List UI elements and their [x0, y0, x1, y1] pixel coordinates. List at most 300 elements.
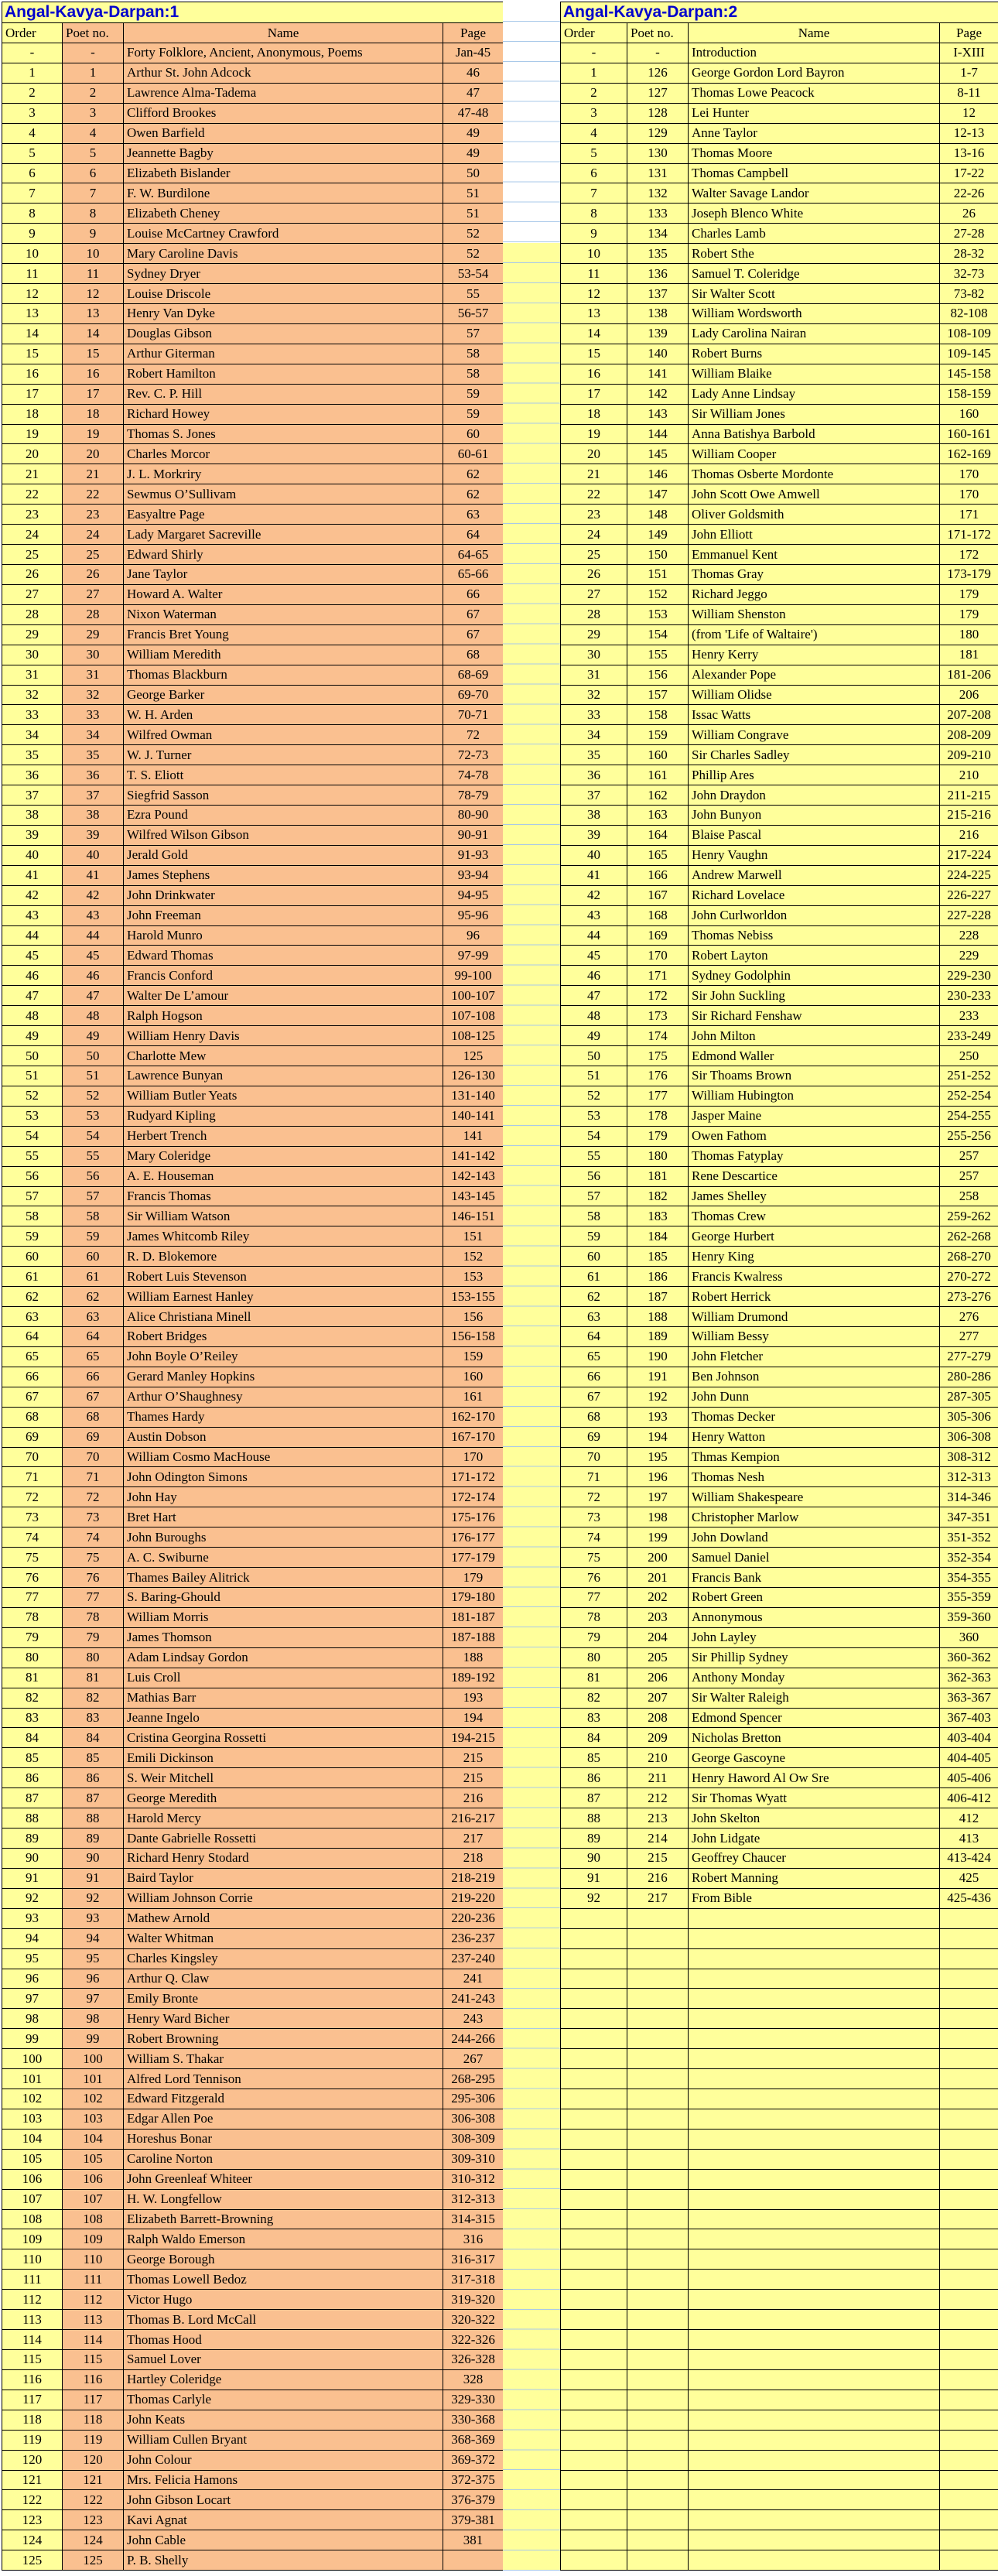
column-header-order[interactable]: Order — [2, 23, 63, 43]
cell-order[interactable]: 123 — [2, 2510, 63, 2530]
cell-page[interactable]: 250 — [940, 1046, 998, 1066]
cell-poet-no[interactable]: 63 — [63, 1307, 124, 1327]
cell-name[interactable]: George Gordon Lord Bayron — [689, 63, 940, 83]
cell-page[interactable]: 187-188 — [443, 1627, 504, 1647]
cell-name[interactable]: Nicholas Bretton — [689, 1728, 940, 1748]
cell-page[interactable]: 367-403 — [940, 1708, 998, 1728]
cell-page[interactable]: 412 — [940, 1808, 998, 1829]
cell-order[interactable]: 41 — [2, 865, 63, 885]
cell-name[interactable]: Cristina Georgina Rossetti — [124, 1728, 443, 1748]
cell-name[interactable]: Mary Coleridge — [124, 1146, 443, 1166]
cell-page[interactable] — [940, 1928, 998, 1948]
cell-poet-no[interactable]: 101 — [63, 2069, 124, 2089]
cell-name[interactable]: Francis Bank — [689, 1568, 940, 1588]
cell-name[interactable]: Arthur Q. Claw — [124, 1969, 443, 1989]
cell-poet-no[interactable]: 51 — [63, 1066, 124, 1086]
cell-poet-no[interactable]: 141 — [627, 364, 689, 384]
cell-name[interactable] — [689, 2249, 940, 2270]
cell-page[interactable]: 49 — [443, 123, 504, 143]
cell-order[interactable]: 16 — [561, 364, 627, 384]
cell-page[interactable]: 316 — [443, 2229, 504, 2249]
cell-order[interactable]: 84 — [2, 1728, 63, 1748]
cell-order[interactable]: 58 — [2, 1206, 63, 1226]
cell-poet-no[interactable] — [627, 1928, 689, 1948]
cell-poet-no[interactable]: 145 — [627, 444, 689, 464]
cell-poet-no[interactable]: 41 — [63, 865, 124, 885]
column-header-poet-no[interactable]: Poet no. — [63, 23, 124, 43]
cell-name[interactable]: Robert Green — [689, 1587, 940, 1607]
cell-name[interactable]: Thomas Campbell — [689, 163, 940, 183]
cell-name[interactable]: Mrs. Felicia Hamons — [124, 2470, 443, 2490]
cell-poet-no[interactable]: 67 — [63, 1387, 124, 1407]
cell-name[interactable]: Louise Driscole — [124, 284, 443, 304]
cell-poet-no[interactable]: 91 — [63, 1868, 124, 1888]
cell-page[interactable]: 93-94 — [443, 865, 504, 885]
cell-page[interactable]: 162-169 — [940, 444, 998, 464]
cell-name[interactable]: John Fletcher — [689, 1346, 940, 1367]
cell-order[interactable]: 82 — [561, 1688, 627, 1708]
cell-page[interactable]: 59 — [443, 384, 504, 404]
cell-order[interactable]: 18 — [2, 404, 63, 424]
cell-poet-no[interactable] — [627, 2129, 689, 2149]
cell-order[interactable]: 57 — [561, 1186, 627, 1206]
cell-order[interactable]: 40 — [2, 845, 63, 865]
cell-poet-no[interactable]: 117 — [63, 2390, 124, 2410]
cell-poet-no[interactable]: 207 — [627, 1688, 689, 1708]
cell-page[interactable]: 359-360 — [940, 1607, 998, 1627]
cell-page[interactable]: 312-313 — [940, 1467, 998, 1487]
cell-order[interactable]: 20 — [561, 444, 627, 464]
cell-poet-no[interactable]: 19 — [63, 424, 124, 444]
cell-name[interactable]: Gerard Manley Hopkins — [124, 1367, 443, 1387]
cell-order[interactable]: 84 — [561, 1728, 627, 1748]
cell-name[interactable]: Thomas S. Jones — [124, 424, 443, 444]
cell-name[interactable]: Robert Bridges — [124, 1327, 443, 1347]
cell-page[interactable]: 170 — [940, 464, 998, 484]
cell-order[interactable]: 67 — [2, 1387, 63, 1407]
cell-order[interactable]: 22 — [2, 484, 63, 505]
cell-name[interactable]: John Dowland — [689, 1527, 940, 1548]
cell-page[interactable]: 22-26 — [940, 183, 998, 204]
cell-poet-no[interactable]: 90 — [63, 1848, 124, 1868]
cell-name[interactable] — [689, 2550, 940, 2571]
cell-page[interactable]: 229 — [940, 946, 998, 966]
cell-poet-no[interactable]: 191 — [627, 1367, 689, 1387]
cell-poet-no[interactable]: 62 — [63, 1287, 124, 1307]
cell-order[interactable]: 94 — [2, 1928, 63, 1948]
cell-page[interactable]: 209-210 — [940, 745, 998, 765]
cell-name[interactable]: Arthur O’Shaughnesy — [124, 1387, 443, 1407]
cell-page[interactable]: 17-22 — [940, 163, 998, 183]
cell-order[interactable]: 43 — [561, 905, 627, 925]
cell-order[interactable]: 99 — [2, 2029, 63, 2049]
cell-poet-no[interactable]: 157 — [627, 685, 689, 705]
cell-poet-no[interactable]: 95 — [63, 1948, 124, 1969]
cell-page[interactable]: 404-405 — [940, 1748, 998, 1768]
cell-order[interactable]: 64 — [2, 1327, 63, 1347]
sheet-title-1[interactable]: Angal-Kavya-Darpan:1 — [2, 2, 504, 23]
cell-order[interactable]: 72 — [2, 1487, 63, 1507]
cell-name[interactable]: William Wordsworth — [689, 303, 940, 323]
cell-page[interactable]: 173-179 — [940, 564, 998, 584]
cell-page[interactable]: 160 — [940, 404, 998, 424]
cell-order[interactable]: 42 — [2, 885, 63, 905]
cell-poet-no[interactable] — [627, 2510, 689, 2530]
cell-poet-no[interactable]: 60 — [63, 1247, 124, 1267]
cell-page[interactable]: 229-230 — [940, 966, 998, 986]
cell-poet-no[interactable]: 106 — [63, 2169, 124, 2189]
cell-name[interactable]: Emmanuel Kent — [689, 545, 940, 565]
cell-page[interactable]: 329-330 — [443, 2390, 504, 2410]
cell-page[interactable]: 59 — [443, 404, 504, 424]
cell-poet-no[interactable]: 14 — [63, 323, 124, 344]
cell-page[interactable]: 80-90 — [443, 806, 504, 826]
cell-order[interactable]: 2 — [2, 83, 63, 103]
cell-name[interactable]: Elizabeth Cheney — [124, 204, 443, 224]
cell-poet-no[interactable] — [627, 2149, 689, 2169]
cell-order[interactable]: 102 — [2, 2089, 63, 2109]
cell-poet-no[interactable]: 34 — [63, 725, 124, 745]
cell-order[interactable]: 115 — [2, 2350, 63, 2370]
cell-name[interactable]: John Keats — [124, 2410, 443, 2430]
cell-order[interactable]: 31 — [2, 665, 63, 685]
cell-name[interactable]: Alfred Lord Tennison — [124, 2069, 443, 2089]
cell-order[interactable]: 24 — [2, 525, 63, 545]
cell-order[interactable]: 58 — [561, 1206, 627, 1226]
cell-order[interactable]: 51 — [2, 1066, 63, 1086]
cell-poet-no[interactable]: 169 — [627, 925, 689, 946]
cell-page[interactable]: 216 — [443, 1788, 504, 1808]
cell-name[interactable]: Alexander Pope — [689, 665, 940, 685]
cell-page[interactable]: 170 — [940, 484, 998, 505]
cell-poet-no[interactable]: 57 — [63, 1186, 124, 1206]
cell-name[interactable] — [689, 2490, 940, 2510]
cell-name[interactable]: James Thomson — [124, 1627, 443, 1647]
cell-poet-no[interactable]: 187 — [627, 1287, 689, 1307]
cell-poet-no[interactable] — [627, 1989, 689, 2009]
cell-poet-no[interactable]: 36 — [63, 765, 124, 785]
cell-poet-no[interactable]: 168 — [627, 905, 689, 925]
cell-order[interactable]: 93 — [2, 1908, 63, 1928]
cell-order[interactable]: 27 — [2, 584, 63, 604]
cell-page[interactable]: 108-109 — [940, 323, 998, 344]
cell-order[interactable]: 63 — [2, 1307, 63, 1327]
cell-name[interactable]: Francis Conford — [124, 966, 443, 986]
cell-page[interactable]: 237-240 — [443, 1948, 504, 1969]
cell-order[interactable]: 52 — [561, 1086, 627, 1106]
cell-page[interactable]: 244-266 — [443, 2029, 504, 2049]
cell-poet-no[interactable]: - — [627, 43, 689, 63]
cell-order[interactable]: 83 — [2, 1708, 63, 1728]
cell-order[interactable] — [561, 2209, 627, 2229]
cell-poet-no[interactable] — [627, 2069, 689, 2089]
cell-poet-no[interactable]: 132 — [627, 183, 689, 204]
cell-page[interactable]: 47 — [443, 83, 504, 103]
cell-page[interactable] — [940, 2430, 998, 2450]
cell-page[interactable] — [940, 2069, 998, 2089]
cell-order[interactable]: 31 — [561, 665, 627, 685]
cell-order[interactable]: 22 — [561, 484, 627, 505]
cell-name[interactable]: Harold Mercy — [124, 1808, 443, 1829]
cell-order[interactable]: 88 — [561, 1808, 627, 1829]
cell-order[interactable]: 60 — [2, 1247, 63, 1267]
column-header-poet-no[interactable]: Poet no. — [627, 23, 689, 43]
cell-poet-no[interactable]: 96 — [63, 1969, 124, 1989]
cell-page[interactable]: 322-326 — [443, 2330, 504, 2350]
cell-poet-no[interactable]: 196 — [627, 1467, 689, 1487]
cell-order[interactable]: 48 — [561, 1006, 627, 1026]
cell-order[interactable] — [561, 2490, 627, 2510]
cell-page[interactable] — [940, 2450, 998, 2470]
cell-poet-no[interactable]: 53 — [63, 1106, 124, 1126]
cell-page[interactable]: 208-209 — [940, 725, 998, 745]
cell-name[interactable]: Siegfrid Sasson — [124, 785, 443, 806]
cell-page[interactable]: 179 — [940, 604, 998, 624]
cell-poet-no[interactable]: 162 — [627, 785, 689, 806]
cell-order[interactable]: 69 — [2, 1427, 63, 1447]
cell-poet-no[interactable]: 164 — [627, 825, 689, 845]
cell-page[interactable]: 189-192 — [443, 1668, 504, 1688]
cell-name[interactable]: Howard A. Walter — [124, 584, 443, 604]
cell-order[interactable]: 79 — [561, 1627, 627, 1647]
cell-poet-no[interactable]: 215 — [627, 1848, 689, 1868]
cell-page[interactable]: 181 — [940, 645, 998, 665]
cell-name[interactable]: Sir Phillip Sydney — [689, 1647, 940, 1668]
cell-poet-no[interactable] — [627, 2390, 689, 2410]
cell-name[interactable]: Henry Kerry — [689, 645, 940, 665]
cell-page[interactable]: 8-11 — [940, 83, 998, 103]
cell-poet-no[interactable]: 210 — [627, 1748, 689, 1768]
cell-name[interactable]: Thomas Lowell Bedoz — [124, 2270, 443, 2290]
cell-poet-no[interactable]: 185 — [627, 1247, 689, 1267]
cell-name[interactable]: Henry Watton — [689, 1427, 940, 1447]
cell-poet-no[interactable]: 121 — [63, 2470, 124, 2490]
cell-order[interactable] — [561, 1948, 627, 1969]
cell-poet-no[interactable]: 213 — [627, 1808, 689, 1829]
cell-name[interactable]: Jasper Maine — [689, 1106, 940, 1126]
cell-name[interactable] — [689, 2510, 940, 2530]
cell-order[interactable]: 88 — [2, 1808, 63, 1829]
cell-page[interactable]: 257 — [940, 1166, 998, 1186]
cell-page[interactable]: 179 — [443, 1568, 504, 1588]
cell-order[interactable]: 37 — [2, 785, 63, 806]
cell-name[interactable]: Samuel Daniel — [689, 1548, 940, 1568]
cell-order[interactable]: 26 — [561, 564, 627, 584]
sheet-title-2[interactable]: Angal-Kavya-Darpan:2 — [561, 2, 998, 23]
cell-order[interactable]: 26 — [2, 564, 63, 584]
cell-page[interactable] — [940, 2149, 998, 2169]
cell-order[interactable] — [561, 2229, 627, 2249]
cell-name[interactable]: James Whitcomb Riley — [124, 1226, 443, 1247]
cell-name[interactable] — [689, 2209, 940, 2229]
cell-poet-no[interactable]: 17 — [63, 384, 124, 404]
cell-order[interactable]: 56 — [561, 1166, 627, 1186]
cell-name[interactable]: Robert Burns — [689, 344, 940, 364]
cell-order[interactable]: 61 — [561, 1267, 627, 1287]
cell-page[interactable]: 63 — [443, 505, 504, 525]
cell-poet-no[interactable]: 135 — [627, 244, 689, 264]
cell-poet-no[interactable]: 87 — [63, 1788, 124, 1808]
cell-poet-no[interactable]: 131 — [627, 163, 689, 183]
cell-order[interactable] — [561, 2169, 627, 2189]
cell-page[interactable]: 55 — [443, 284, 504, 304]
cell-order[interactable]: 82 — [2, 1688, 63, 1708]
cell-page[interactable]: 215-216 — [940, 806, 998, 826]
cell-page[interactable]: 425-436 — [940, 1888, 998, 1908]
cell-order[interactable]: 35 — [2, 745, 63, 765]
cell-name[interactable]: Sydney Godolphin — [689, 966, 940, 986]
cell-page[interactable]: 161 — [443, 1387, 504, 1407]
cell-poet-no[interactable]: 11 — [63, 264, 124, 284]
cell-name[interactable]: James Stephens — [124, 865, 443, 885]
cell-poet-no[interactable]: 33 — [63, 705, 124, 725]
cell-name[interactable]: William Johnson Corrie — [124, 1888, 443, 1908]
cell-page[interactable]: 108-125 — [443, 1026, 504, 1046]
cell-poet-no[interactable]: 56 — [63, 1166, 124, 1186]
cell-poet-no[interactable]: 35 — [63, 745, 124, 765]
cell-order[interactable]: 81 — [561, 1668, 627, 1688]
cell-order[interactable] — [561, 2290, 627, 2310]
cell-poet-no[interactable]: 155 — [627, 645, 689, 665]
cell-order[interactable]: 19 — [2, 424, 63, 444]
cell-page[interactable]: 254-255 — [940, 1106, 998, 1126]
cell-poet-no[interactable]: 186 — [627, 1267, 689, 1287]
cell-poet-no[interactable]: 170 — [627, 946, 689, 966]
cell-poet-no[interactable]: 109 — [63, 2229, 124, 2249]
cell-page[interactable]: 425 — [940, 1868, 998, 1888]
cell-name[interactable]: James Shelley — [689, 1186, 940, 1206]
cell-order[interactable]: 11 — [561, 264, 627, 284]
cell-page[interactable]: 406-412 — [940, 1788, 998, 1808]
cell-page[interactable]: 277 — [940, 1327, 998, 1347]
cell-page[interactable]: 27-28 — [940, 224, 998, 244]
cell-name[interactable]: Francis Bret Young — [124, 624, 443, 645]
cell-name[interactable]: Robert Sthe — [689, 244, 940, 264]
cell-poet-no[interactable]: 7 — [63, 183, 124, 204]
cell-poet-no[interactable] — [627, 2290, 689, 2310]
cell-poet-no[interactable] — [627, 1969, 689, 1989]
cell-order[interactable] — [561, 2129, 627, 2149]
cell-poet-no[interactable] — [627, 2189, 689, 2209]
cell-name[interactable] — [689, 2410, 940, 2430]
cell-order[interactable]: 53 — [2, 1106, 63, 1126]
cell-order[interactable]: 1 — [561, 63, 627, 83]
cell-page[interactable] — [940, 2049, 998, 2069]
cell-order[interactable]: 73 — [2, 1507, 63, 1527]
cell-name[interactable]: Robert Luis Stevenson — [124, 1267, 443, 1287]
cell-name[interactable] — [689, 1989, 940, 2009]
cell-page[interactable]: 258 — [940, 1186, 998, 1206]
cell-order[interactable] — [561, 2410, 627, 2430]
cell-page[interactable]: 206 — [940, 685, 998, 705]
cell-name[interactable]: Thomas Nebiss — [689, 925, 940, 946]
cell-poet-no[interactable]: 25 — [63, 545, 124, 565]
cell-page[interactable]: 280-286 — [940, 1367, 998, 1387]
cell-page[interactable]: 403-404 — [940, 1728, 998, 1748]
cell-order[interactable]: 90 — [2, 1848, 63, 1868]
cell-order[interactable]: 47 — [561, 986, 627, 1006]
cell-page[interactable]: 179 — [940, 584, 998, 604]
cell-page[interactable] — [940, 2229, 998, 2249]
cell-page[interactable] — [940, 2209, 998, 2229]
cell-poet-no[interactable]: 194 — [627, 1427, 689, 1447]
cell-page[interactable] — [940, 2550, 998, 2571]
cell-poet-no[interactable]: 140 — [627, 344, 689, 364]
cell-poet-no[interactable]: 130 — [627, 143, 689, 163]
cell-name[interactable] — [689, 2430, 940, 2450]
cell-page[interactable]: 26 — [940, 204, 998, 224]
cell-name[interactable]: Robert Manning — [689, 1868, 940, 1888]
cell-name[interactable]: John Boyle O’Reiley — [124, 1346, 443, 1367]
cell-order[interactable]: 41 — [561, 865, 627, 885]
cell-name[interactable]: John Gibson Locart — [124, 2490, 443, 2510]
cell-name[interactable]: Thomas Moore — [689, 143, 940, 163]
cell-order[interactable]: 59 — [2, 1226, 63, 1247]
cell-order[interactable]: 35 — [561, 745, 627, 765]
cell-order[interactable]: 72 — [561, 1487, 627, 1507]
cell-page[interactable]: 68 — [443, 645, 504, 665]
cell-name[interactable]: Bret Hart — [124, 1507, 443, 1527]
cell-poet-no[interactable]: 149 — [627, 525, 689, 545]
cell-order[interactable]: 28 — [2, 604, 63, 624]
cell-order[interactable]: 32 — [561, 685, 627, 705]
cell-page[interactable]: 181-206 — [940, 665, 998, 685]
cell-order[interactable]: 121 — [2, 2470, 63, 2490]
cell-order[interactable] — [561, 2550, 627, 2571]
cell-poet-no[interactable]: 103 — [63, 2109, 124, 2129]
cell-order[interactable]: 37 — [561, 785, 627, 806]
cell-name[interactable]: Samuel T. Coleridge — [689, 264, 940, 284]
cell-page[interactable] — [940, 2530, 998, 2550]
cell-order[interactable] — [561, 2249, 627, 2270]
cell-name[interactable]: A. E. Houseman — [124, 1166, 443, 1186]
cell-poet-no[interactable]: 61 — [63, 1267, 124, 1287]
cell-page[interactable]: 107-108 — [443, 1006, 504, 1026]
cell-page[interactable]: 227-228 — [940, 905, 998, 925]
column-header-page[interactable]: Page — [443, 23, 504, 43]
cell-name[interactable] — [689, 2369, 940, 2390]
cell-order[interactable]: 62 — [2, 1287, 63, 1307]
cell-name[interactable]: Thomas Blackburn — [124, 665, 443, 685]
cell-poet-no[interactable]: 193 — [627, 1407, 689, 1427]
cell-page[interactable]: 167-170 — [443, 1427, 504, 1447]
cell-page[interactable] — [940, 2369, 998, 2390]
cell-poet-no[interactable]: 99 — [63, 2029, 124, 2049]
cell-order[interactable]: 116 — [2, 2369, 63, 2390]
cell-name[interactable]: Louise McCartney Crawford — [124, 224, 443, 244]
cell-page[interactable]: 51 — [443, 183, 504, 204]
cell-poet-no[interactable]: 27 — [63, 584, 124, 604]
cell-poet-no[interactable]: 115 — [63, 2350, 124, 2370]
cell-page[interactable]: 226-227 — [940, 885, 998, 905]
cell-page[interactable]: 376-379 — [443, 2490, 504, 2510]
cell-poet-no[interactable]: 43 — [63, 905, 124, 925]
cell-order[interactable]: 3 — [561, 103, 627, 123]
cell-poet-no[interactable]: 217 — [627, 1888, 689, 1908]
cell-poet-no[interactable]: 28 — [63, 604, 124, 624]
cell-name[interactable]: Sydney Dryer — [124, 264, 443, 284]
cell-poet-no[interactable]: 156 — [627, 665, 689, 685]
cell-order[interactable] — [561, 2029, 627, 2049]
cell-page[interactable]: 314-346 — [940, 1487, 998, 1507]
cell-order[interactable]: 17 — [561, 384, 627, 404]
cell-page[interactable]: 207-208 — [940, 705, 998, 725]
cell-poet-no[interactable]: 182 — [627, 1186, 689, 1206]
cell-poet-no[interactable]: 52 — [63, 1086, 124, 1106]
cell-name[interactable]: Oliver Goldsmith — [689, 505, 940, 525]
cell-page[interactable]: 216 — [940, 825, 998, 845]
cell-poet-no[interactable]: 105 — [63, 2149, 124, 2169]
